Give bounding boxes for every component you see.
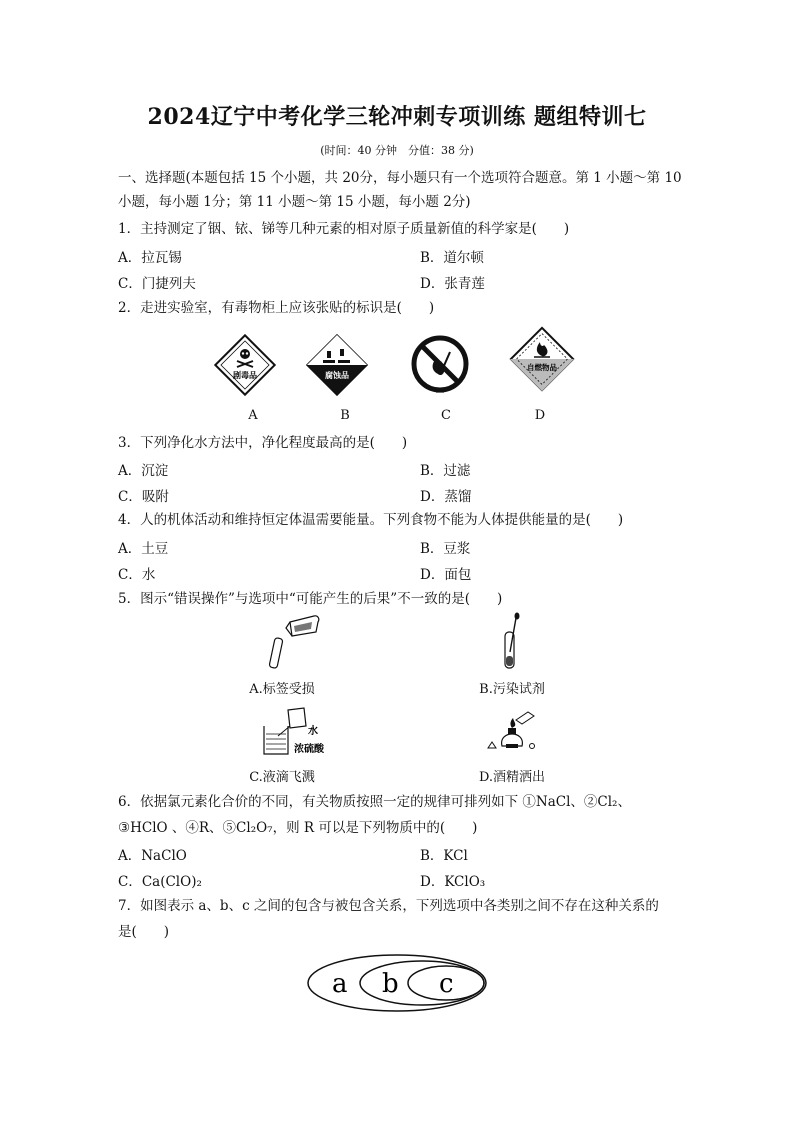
dropper-test-tube-figure <box>490 612 530 672</box>
q3-option-c: C．吸附 <box>118 489 169 505</box>
q6-option-b: B．KCl <box>420 848 468 864</box>
water-into-acid-figure <box>258 706 338 758</box>
q1-option-a: A．拉瓦锡 <box>118 250 182 266</box>
page-subtitle: (时间：40 分钟 分值：38 分) <box>320 144 474 157</box>
ellipse-c-label: c <box>439 969 454 999</box>
q3-option-d: D．蒸馏 <box>420 489 472 505</box>
hazard-sign-a <box>214 334 276 396</box>
corrosive-icon <box>307 335 367 395</box>
q5-caption-c: C.液滴飞溅 <box>249 770 315 785</box>
q4-option-b: B．豆浆 <box>420 541 471 557</box>
q2-label-b: B <box>340 408 350 423</box>
q2-stem: 2．走进实验室，有毒物柜上应该张贴的标识是( ) <box>118 300 435 316</box>
no-fire-icon <box>414 338 466 392</box>
hazard-sign-c <box>410 334 472 396</box>
q7-line1: 7．如图表示 a、b、c 之间的包含与被包含关系，下列选项中各类别之间不存在这种关系的 <box>118 898 659 914</box>
ellipse-a-label: a <box>332 969 348 999</box>
q6-line2: ③HClO 、④R、⑤Cl₂O₇，则 R 可以是下列物质中的( ) <box>118 820 478 836</box>
acid-label: 浓硫酸 <box>294 744 324 755</box>
hazard-sign-d <box>509 326 575 392</box>
q1-option-d: D．张青莲 <box>420 276 485 292</box>
q5-caption-b: B.污染试剂 <box>479 682 545 697</box>
flame-icon <box>510 328 574 391</box>
q3-stem: 3．下列净化水方法中，净化程度最高的是( ) <box>118 435 408 451</box>
q1-option-b: B．道尔顿 <box>420 250 484 266</box>
page-title: 2024辽宁中考化学三轮冲刺专项训练 题组特训七 <box>147 104 647 130</box>
q2-label-a: A <box>248 408 258 423</box>
q4-option-c: C．水 <box>118 567 156 583</box>
q2-label-c: C <box>441 408 451 423</box>
q7-line2: 是( ) <box>118 924 170 940</box>
q2-label-d: D <box>534 408 546 423</box>
sign-b-text: 腐蚀品 <box>325 371 349 380</box>
sign-a-text: 剧毒品 <box>233 371 257 380</box>
hazard-sign-b <box>306 334 368 396</box>
skull-crossbones-icon <box>215 335 274 394</box>
q6-option-c: C．Ca(ClO)₂ <box>118 874 202 890</box>
q1-option-c: C．门捷列夫 <box>118 276 196 292</box>
water-label: 水 <box>308 726 318 737</box>
section-instructions-line1: 一、选择题(本题包括 15 个小题，共 20分，每小题只有一个选项符合题意。第 1 小题～第 10 <box>118 170 682 186</box>
q1-stem: 1．主持测定了铟、铱、锑等几种元素的相对原子质量新值的科学家是( ) <box>118 221 570 237</box>
alcohol-lamp-figure <box>482 708 542 758</box>
q6-line1: 6．依据氯元素化合价的不同，有关物质按照一定的规律可排列如下 ①NaCl、②Cl₂、 <box>118 794 631 810</box>
section-instructions-line2: 小题，每小题 1分；第 11 小题～第 15 小题，每小题 2分) <box>118 194 471 210</box>
q5-caption-d: D.酒精洒出 <box>478 770 546 785</box>
q3-option-a: A．沉淀 <box>118 463 169 479</box>
q4-option-a: A．土豆 <box>118 541 169 557</box>
sign-d-text: 自燃物品 <box>527 363 557 372</box>
q3-option-b: B．过滤 <box>420 463 471 479</box>
q6-option-a: A．NaClO <box>118 848 187 864</box>
nested-ellipses-diagram <box>304 952 494 1016</box>
pouring-bottle-figure <box>262 612 324 672</box>
q6-option-d: D．KClO₃ <box>420 874 486 890</box>
q5-stem: 5．图示“错误操作”与选项中“可能产生的后果”不一致的是( ) <box>118 591 503 607</box>
ellipse-b-label: b <box>382 969 399 999</box>
q4-option-d: D．面包 <box>420 567 472 583</box>
q5-caption-a: A.标签受损 <box>249 682 315 697</box>
q4-stem: 4．人的机体活动和维持恒定体温需要能量。下列食物不能为人体提供能量的是( ) <box>118 512 624 528</box>
